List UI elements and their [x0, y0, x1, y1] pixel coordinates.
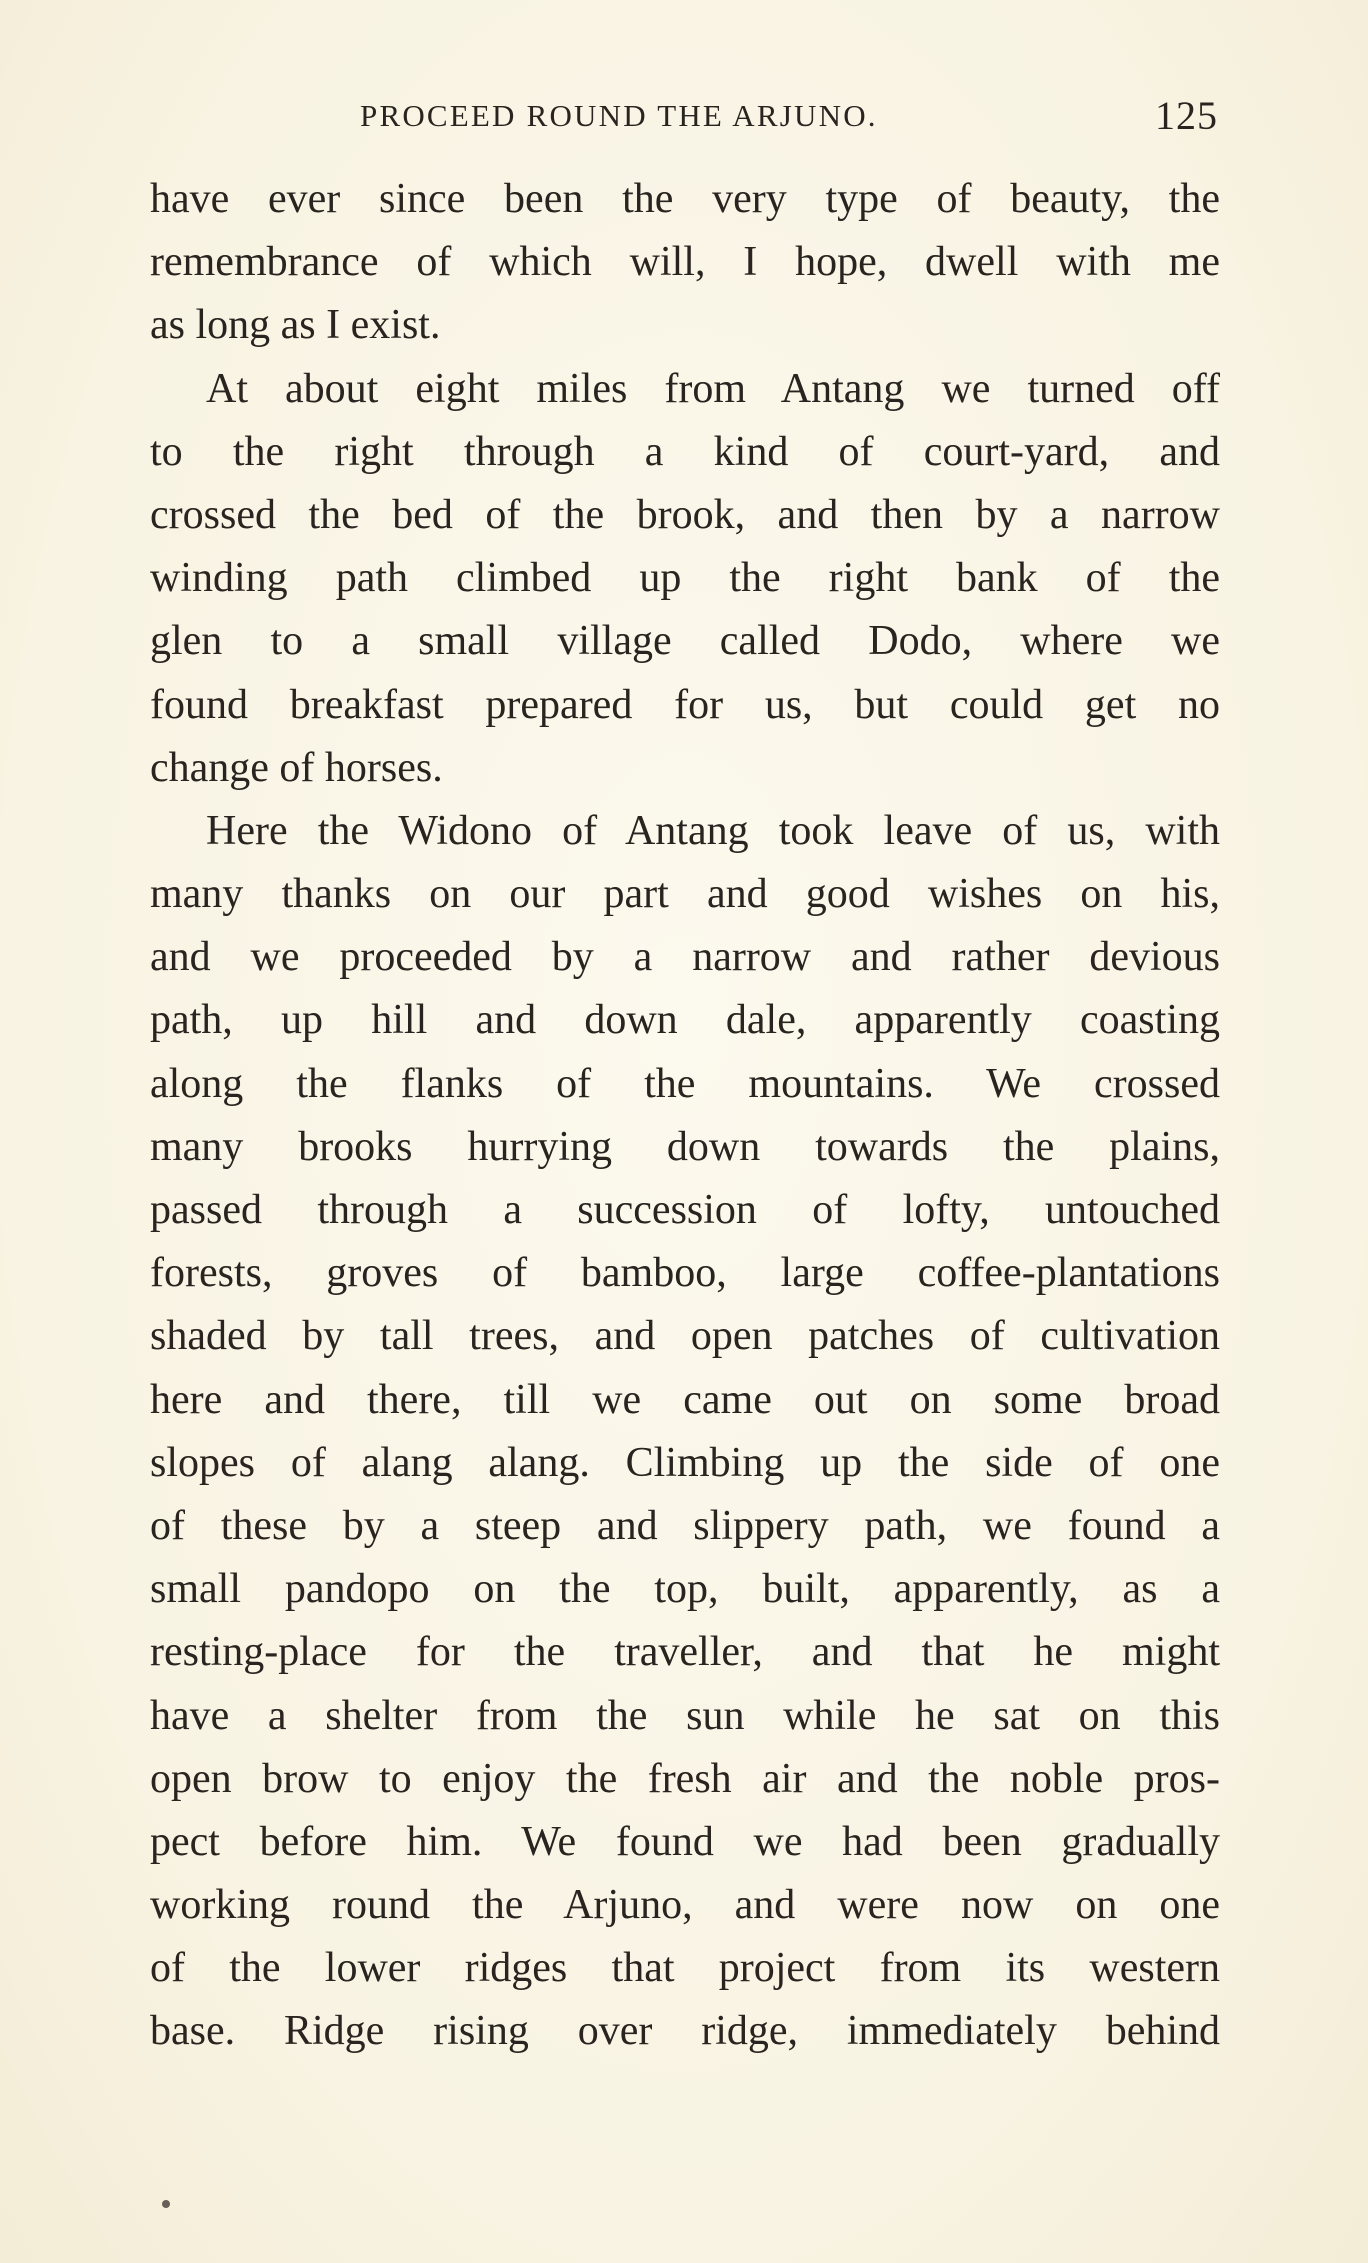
text-line: small pandopo on the top, built, apparently, as a	[150, 1566, 1220, 1613]
text-line: Here the Widono of Antang took leave of us, with	[206, 807, 1220, 854]
page-number: 125	[1155, 93, 1218, 138]
running-head	[150, 92, 1218, 140]
text-line: working round the Arjuno, and were now on one	[150, 1882, 1220, 1929]
ink-speck	[162, 2200, 170, 2208]
text-line: remembrance of which will, I hope, dwell with me	[150, 239, 1220, 286]
text-line: have a shelter from the sun while he sat on this	[150, 1692, 1220, 1739]
text-line: have ever since been the very type of beauty, the	[150, 176, 1220, 222]
text-line: of these by a steep and slippery path, we found a	[150, 1502, 1220, 1549]
text-line: along the flanks of the mountains. We crossed	[150, 1060, 1220, 1107]
text-line: resting-place for the traveller, and that he might	[150, 1629, 1220, 1676]
text-line: and we proceeded by a narrow and rather devious	[150, 934, 1220, 981]
text-line: base. Ridge rising over ridge, immediately behind	[150, 2008, 1220, 2055]
text-line: shaded by tall trees, and open patches of cultivation	[150, 1313, 1220, 1360]
text-line: as long as I exist.	[150, 302, 441, 349]
text-line: At about eight miles from Antang we turned off	[206, 365, 1220, 412]
text-line: slopes of alang alang. Climbing up the side of one	[150, 1439, 1220, 1486]
text-line: change of horses.	[150, 744, 443, 791]
text-line: many thanks on our part and good wishes on his,	[150, 871, 1220, 918]
text-line: many brooks hurrying down towards the plains,	[150, 1123, 1220, 1170]
text-line: to the right through a kind of court-yard, and	[150, 428, 1220, 475]
text-line: passed through a succession of lofty, untouched	[150, 1187, 1220, 1233]
body-text	[150, 168, 1220, 2064]
text-line: here and there, till we came out on some broad	[150, 1376, 1220, 1423]
text-line: glen to a small village called Dodo, where we	[150, 618, 1220, 665]
text-line: of the lower ridges that project from its western	[150, 1945, 1220, 1992]
text-line: crossed the bed of the brook, and then by a narrow	[150, 491, 1220, 538]
text-line: open brow to enjoy the fresh air and the noble pros-	[150, 1755, 1220, 1802]
running-head-title: PROCEED ROUND THE ARJUNO.	[360, 98, 878, 133]
text-line: winding path climbed up the right bank of the	[150, 555, 1220, 602]
text-line: pect before him. We found we had been gradually	[150, 1818, 1220, 1865]
text-line: path, up hill and down dale, apparently coasting	[150, 997, 1220, 1044]
text-line: found breakfast prepared for us, but could get no	[150, 681, 1220, 728]
text-line: forests, groves of bamboo, large coffee-plantations	[150, 1250, 1220, 1297]
